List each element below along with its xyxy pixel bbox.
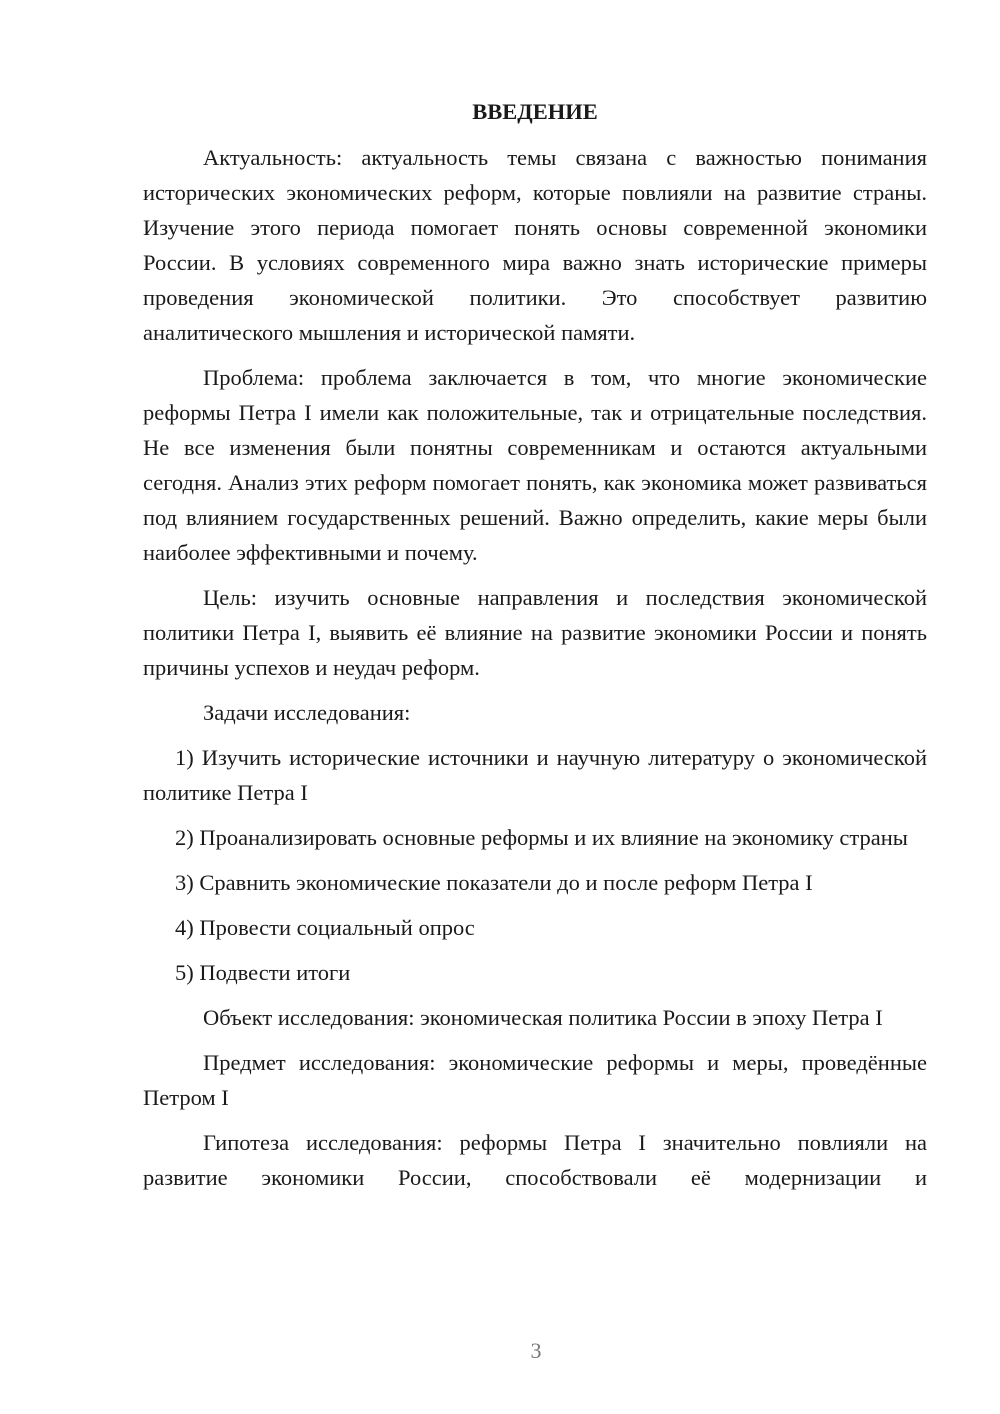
- task-item-4: 4) Провести социальный опрос: [175, 915, 475, 940]
- page-title: ВВЕДЕНИЕ: [472, 99, 598, 124]
- tasks-heading: Задачи исследования:: [203, 700, 411, 725]
- task-item-2: 2) Проанализировать основные реформы и их влияние на экономику страны: [175, 825, 908, 850]
- problem-paragraph: Проблема: проблема заключается в том, что многие экономические реформы Петра I имели как положительные, так и отрицательные последствия. Не все изменения были понятны современникам и остаются актуальными сегодня. Анализ этих реформ помогает понять, как экономика может развиваться под влиянием государственных решений. Важно определить, какие меры были наиболее эффективными и почему.: [143, 365, 927, 565]
- page-content: [143, 94, 927, 1205]
- relevance-paragraph: Актуальность: актуальность темы связана с важностью понимания исторических экономических реформ, которые повлияли на развитие страны. Изучение этого периода помогает понять основы современной экономики России. В условиях современного мира важно знать исторические примеры проведения экономической политики. Это способствует развитию аналитического мышления и исторической памяти.: [143, 145, 927, 345]
- task-item-1: 1) Изучить исторические источники и научную литературу о экономической политике Петра I: [143, 745, 927, 805]
- goal-paragraph: Цель: изучить основные направления и последствия экономической политики Петра I, выявить её влияние на развитие экономики России и понять причины успехов и неудач реформ.: [143, 585, 927, 680]
- object-paragraph: Объект исследования: экономическая политика России в эпоху Петра I: [203, 1005, 883, 1030]
- subject-paragraph: Предмет исследования: экономические реформы и меры, проведённые Петром I: [143, 1050, 927, 1110]
- task-item-5: 5) Подвести итоги: [175, 960, 351, 985]
- hypothesis-paragraph: Гипотеза исследования: реформы Петра I значительно повлияли на развитие экономики России, способствовали её модернизации и: [143, 1130, 927, 1190]
- task-item-3: 3) Сравнить экономические показатели до и после реформ Петра I: [175, 870, 813, 895]
- page-number: 3: [530, 1338, 542, 1363]
